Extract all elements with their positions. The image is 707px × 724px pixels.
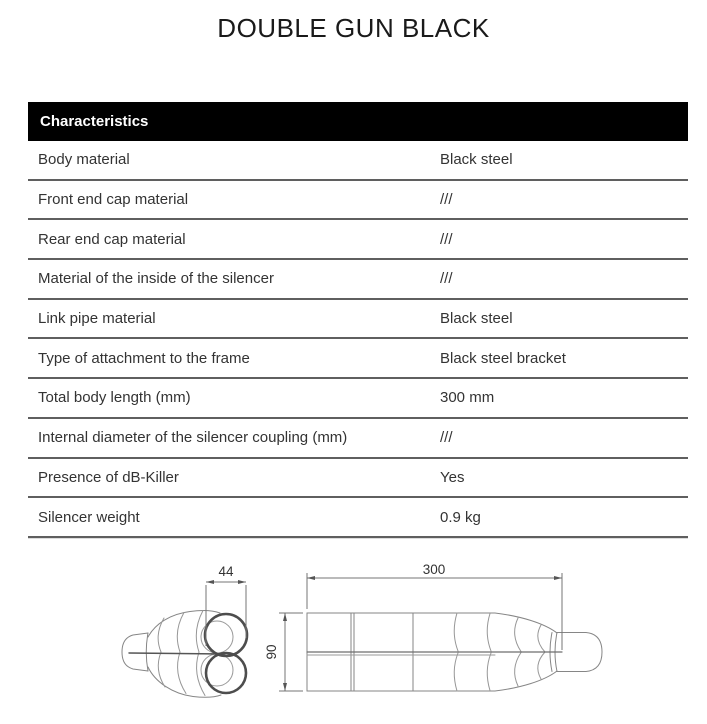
row-value: Yes [440, 468, 465, 486]
dimension-body-length [307, 573, 562, 650]
table-row [28, 459, 688, 499]
row-value: 0.9 kg [440, 508, 481, 526]
row-label: Silencer weight [38, 508, 140, 526]
table-row [28, 339, 688, 379]
table-row [28, 220, 688, 260]
row-label: Body material [38, 151, 130, 169]
row-value: Black steel [440, 310, 513, 328]
table-row [28, 300, 688, 340]
side-body-bottom [307, 671, 557, 691]
dimension-label-90: 90 [264, 644, 279, 660]
row-label: Type of attachment to the frame [38, 349, 250, 367]
row-label: Internal diameter of the silencer coupling (mm) [38, 429, 348, 447]
row-value: 300 mm [440, 389, 495, 407]
row-value: /// [440, 429, 453, 447]
side-body-top [307, 613, 557, 633]
inlet-cap [122, 633, 148, 671]
page-title: DOUBLE GUN BLACK [217, 13, 490, 43]
characteristics-table [28, 102, 688, 538]
row-label: Rear end cap material [38, 230, 186, 248]
row-label: Link pipe material [38, 310, 156, 328]
dimension-label-300: 300 [422, 562, 446, 577]
outlet-rim-bottom [206, 653, 246, 693]
inlet-cap-edge [146, 633, 148, 671]
row-label: Presence of dB-Killer [38, 468, 179, 486]
row-value: /// [440, 191, 453, 209]
side-outlet-pipe [557, 633, 602, 672]
table-row [28, 498, 688, 538]
side-view [307, 613, 602, 691]
row-value: /// [440, 270, 453, 288]
row-value: Black steel bracket [440, 349, 566, 367]
table-row [28, 379, 688, 419]
row-label: Total body length (mm) [38, 389, 191, 407]
front-center-line [129, 653, 225, 654]
row-label: Material of the inside of the silencer [38, 270, 274, 288]
technical-drawing [100, 545, 610, 724]
table-row [28, 181, 688, 221]
table-row [28, 419, 688, 459]
front-view [122, 611, 247, 698]
dimension-label-44: 44 [218, 564, 234, 579]
dimension-body-height [279, 613, 303, 691]
row-value: Black steel [440, 151, 513, 169]
row-value: /// [440, 230, 453, 248]
table-row [28, 141, 688, 181]
row-label: Front end cap material [38, 191, 189, 209]
table-row [28, 260, 688, 300]
table-header: Characteristics [28, 102, 688, 141]
